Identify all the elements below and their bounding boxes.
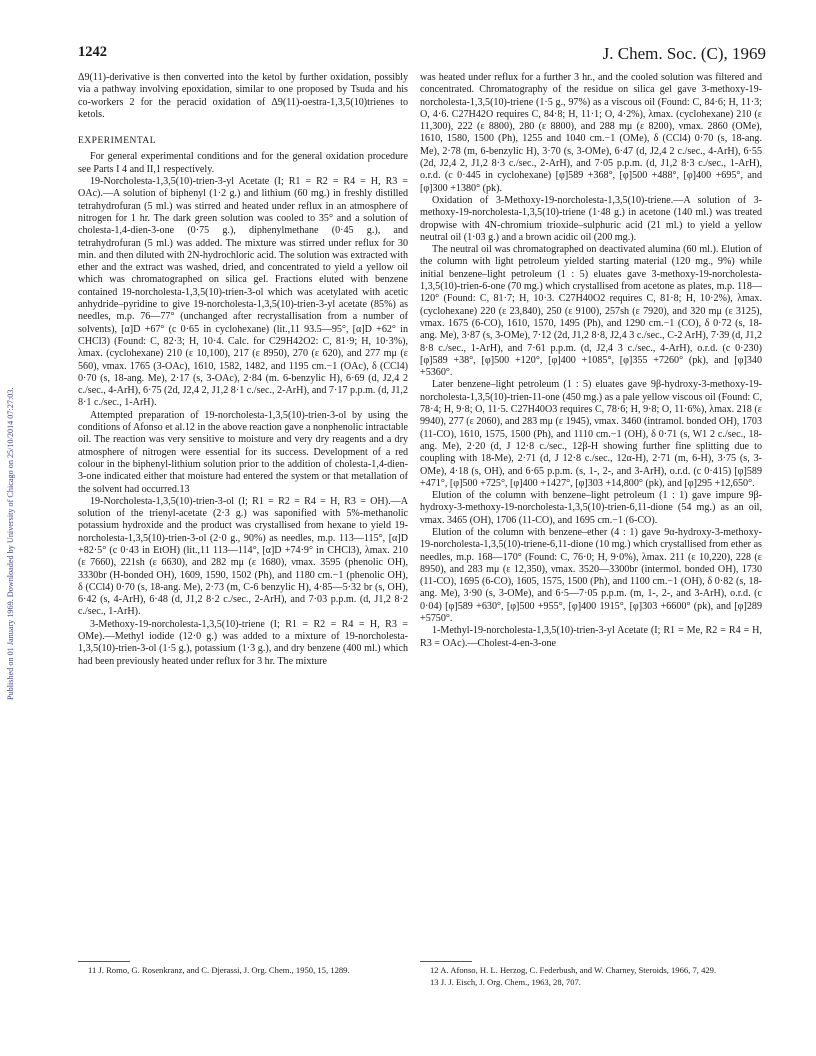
- left-column: [78, 72, 408, 668]
- intro-paragraph: Δ9(11)-derivative is then converted into the ketol by further oxidation, possibly via a pathway involving epoxidation, similar to one proposed by Tsuda and his co-workers 2 for the peracid oxidation of Δ9(11)-oestra-1,3,5(10)trienes to ketols.: [78, 72, 408, 120]
- footnote-divider: [420, 961, 472, 962]
- paragraph: For general experimental conditions and for the general oxidation procedure see Parts I 4 and II,1 respectively.: [78, 151, 408, 175]
- paragraph: 19-Norcholesta-1,3,5(10)-trien-3-ol (I; R1 = R2 = R4 = H, R3 = OH).—A solution of the trienyl-acetate (2·3 g.) was saponified with 5%-methanolic potassium hydroxide and the product was crystallised from hexane to yield 19-norcholesta-1,3,5(10)-trien-3-ol (2·0 g., 90%) as needles, m.p. 113—115°, [α]D +82·5° (c 0·43 in EtOH) (lit.,11 113—114°, [α]D +74·9° in CHCl3), λmax. 210 (ε 7660), 221sh (ε 6630), and 282 mμ (ε 1680), νmax. 3595 (phenolic OH), 3330br (H-bonded OH), 1609, 1590, 1502 (Ph), and 1180 cm.−1 (phenolic OH), δ (CCl4) 0·70 (s, 18-ang. Me), 2·73 (m, C-6 benzylic H), 4·85—5·32 br (s, OH), 6·42 (s, 4-ArH), 6·48 (d, J1,2 8·2 c./sec., 2-ArH), and 7·03 p.p.m. (d, J1,2 8·2 c./sec., 1-ArH).: [78, 495, 408, 618]
- paragraph: Later benzene–light petroleum (1 : 5) eluates gave 9β-hydroxy-3-methoxy-19-norcholesta-1,3,5(10)-trien-11-one (450 mg.) as a pale yellow viscous oil (Found: C, 78·4; H, 9·8; O, 11·5. C27H40O3 requires C, 78·6; H, 9·8; O, 11·6%), λmax. 218 (ε 9940), 277 (ε 2060), and 283 mμ (ε 1945), νmax. 3460 (intramol. bonded OH), 1703 (11-CO), 1610, 1575, 1500 (Ph), and 1110 cm.−1 (OH), δ 0·71 (s, W1 2 c./sec., 18-ang. Me), 2·20 (d, J 12·8 c./sec., 12β-H showing further fine splitting due to coupling with 18-Me), 2·71 (d, J 12·8 c./sec., 12α-H), 2·71 (m, 6-H), 3·75 (s, 3-OMe), 4·18 (s, OH), and 6·65 p.p.m. (s, 1-, 2-, and 3-ArH), o.r.d. (c 0·415) [φ]589 +471°, [φ]500 +725°, [φ]400 +1427°, [φ]303 +14,800° (pk), and [φ]295 +12,650°.: [420, 379, 762, 489]
- footnotes-right: [420, 965, 762, 988]
- page-number: 1242: [78, 44, 107, 60]
- journal-title: J. Chem. Soc. (C), 1969: [602, 44, 766, 63]
- right-column: [420, 72, 762, 650]
- footnotes-left: [78, 965, 408, 977]
- footnote-divider: [78, 961, 130, 962]
- footnote: 12 A. Afonso, H. L. Herzog, C. Federbush, and W. Charney, Steroids, 1966, 7, 429.: [430, 965, 717, 975]
- section-heading: EXPERIMENTAL: [78, 136, 157, 147]
- download-watermark: [4, 140, 22, 840]
- paragraph: Attempted preparation of 19-norcholesta-1,3,5(10)-trien-3-ol by using the conditions of Afonso et al.12 in the above reaction gave a nonphenolic intractable oil. The reaction was very sensitive to moisture and very dry reagents and a dry atmosphere of nitrogen were essential for its success. Development of a red colour in the biphenyl-lithium solution prior to the addition of cholesta-1,4-dien-3-one indicated either that moisture had entered the system or that metallation of the solvent had occurred.13: [78, 409, 408, 495]
- paragraph: Elution of the column with benzene–ether (4 : 1) gave 9α-hydroxy-3-methoxy-19-norcholesta-1,3,5(10)-triene-6,11-dione (10 mg.) which crystallised from ether as needles, m.p. 168—170° (Found: C, 76·0; H, 9·0%), λmax. 211 (ε 10,220), 228 (ε 8950), and 283 mμ (ε 12,350), νmax. 3520—3300br (intermol. bonded OH), 1730 (11-CO), 1695 (6-CO), 1605, 1575, 1500 (Ph), and 1100 cm.−1 (OH), δ 0·82 (s, 18-ang. Me), 3·90 (s, 3-OMe), and 6·5—7·05 p.p.m. (m, 1-, 2-, and 3-ArH), o.r.d. (c 0·04) [φ]589 +630°, [φ]500 +955°, [φ]400 1915°, [φ]303 +6600° (pk), and [φ]289 +5750°.: [420, 526, 762, 625]
- paragraph: Oxidation of 3-Methoxy-19-norcholesta-1,3,5(10)-triene.—A solution of 3-methoxy-19-norcholesta-1,3,5(10)-triene (1·48 g.) in acetone (140 ml.) was treated dropwise with 4N-chromium trioxide–sulphuric acid (21 ml.) to yield a yellow neutral oil (1·03 g.) and a brown acidic oil (200 mg.).: [420, 194, 762, 243]
- paragraph: 3-Methoxy-19-norcholesta-1,3,5(10)-triene (I; R1 = R2 = R4 = H, R3 = OMe).—Methyl iodide (12·0 g.) was added to a mixture of 19-norcholesta-1,3,5(10)-trien-3-ol (1·5 g.), potassium (1·3 g.), and dry benzene (400 ml.) which had been previously heated under reflux for 3 hr. The mixture: [78, 618, 408, 667]
- paragraph: The neutral oil was chromatographed on deactivated alumina (60 ml.). Elution of the column with light petroleum yielded starting material (120 mg., 9%) while initial benzene–light petroleum (1 : 5) eluates gave 3-methoxy-19-norcholesta-1,3,5(10)-trien-6-one (70 mg.) which crystallised from acetone as plates, m.p. 118—120° (Found: C, 81·7; H, 10·3. C27H40O2 requires C, 81·8; H, 10·2%), λmax. (cyclohexane) 220 (ε 23,840), 250 (ε 9100), 257sh (ε 7920), and 320 mμ (ε 3125), νmax. 1675 (6-CO), 1610, 1570, 1495 (Ph), and 1290 cm.−1 (CO), δ 0·72 (s, 18-ang. Me), 3·87 (s, 3-OMe), 7·12 (2d, J1,2 8·8, J2,4 3 c./sec., C-2 ArH), 7·39 (d, J1,2 8·8 c./sec., 1-ArH), and 7·61 p.p.m. (d, J2,4 3 c./sec., 4-ArH), o.r.d. (c 0·230) [φ]589 +38°, [φ]500 +120°, [φ]400 +1085°, [φ]355 +7260° (pk), and [φ]340 +5360°.: [420, 244, 762, 379]
- paragraph: 1-Methyl-19-norcholesta-1,3,5(10)-trien-3-yl Acetate (I; R1 = Me, R2 = R4 = H, R3 = OAc).—Cholest-4-en-3-one: [420, 625, 762, 649]
- footnote: 11 J. Romo, G. Rosenkranz, and C. Djerassi, J. Org. Chem., 1950, 15, 1289.: [88, 965, 350, 975]
- paragraph: 19-Norcholesta-1,3,5(10)-trien-3-yl Acetate (I; R1 = R2 = R4 = H, R3 = OAc).—A solution of biphenyl (1·2 g.) and lithium (60 mg.) in freshly distilled tetrahydrofuran (5 ml.) was stirred and heated under reflux in an atmosphere of nitrogen for 1 hr. The dark green solution was cooled to 35° and a solution of cholesta-1,4-dien-3-one (0·75 g.), diphenylmethane (0·45 g.), and tetrahydrofuran (5 ml.) was added. The mixture was stirred under reflux for 30 min. and then diluted with 2N-hydrochloric acid. The solution was extracted with ether and the extract was washed, dried, and concentrated to yield a yellow oil which was chromatographed on silica gel. Fractions eluted with benzene contained 19-norcholesta-1,3,5(10)-trien-3-ol which was acetylated with acetic anhydride–pyridine to give 19-norcholesta-1,3,5(10)-trien-3-yl acetate (85%) as needles, m.p. 76—77° (unchanged after recrystallisation from a number of solvents), [α]D +67° (c 0·65 in cyclohexane) (lit.,11 93.5—95°, [α]D +62° in CHCl3) (Found: C, 82·3; H, 10·4. Calc. for C29H42O2: C, 81·9; H, 10·3%), λmax. (cyclohexane) 210 (ε 10,100), 217 (ε 8950), 270 (ε 620), and 277 mμ (ε 560), νmax. 1765 (3-OAc), 1610, 1582, 1482, and 1195 cm.−1 (OAc), δ (CCl4) 0·70 (s, 18-ang. Me), 2·17 (s, 3-OAc), 2·84 (m. 6-benzylic H), 6·69 (d, J2,4 2 c./sec., 4-ArH), 6·75 (2d, J2,4 2, J1,2 8·1 c./sec., 2-ArH), and 7·17 p.p.m. (d, J1,2 8·1 c./sec., 1-ArH).: [78, 176, 408, 409]
- paragraph: was heated under reflux for a further 3 hr., and the cooled solution was filtered and concentrated. Chromatography of the residue on silica gel gave 3-methoxy-19-norcholesta-1,3,5(10)-triene (1·5 g., 97%) as a viscous oil (Found: C, 84·6; H, 11·3; O, 4·6. C27H42O requires C, 84·8; H, 11·1; O, 4·2%), λmax. (cyclohexane) 210 (ε 11,300), 222 (ε 8800), 280 (ε 8800), and 288 mμ (ε 8200), νmax. 2860 (OMe), 1610, 1580, 1500 (Ph), 1255 and 1040 cm.−1 (OMe), δ (CCl4) 0·70 (s, 18-ang. Me), 2·78 (m, 6-benzylic H), 3·70 (s, 3-OMe), 6·47 (d, J2,4 2 c./sec., 4-ArH), 6·55 (2d, J2,4 2, J1,2 8·3 c./sec., 2-ArH), and 7·05 p.p.m. (d, J1,2 8·3 c./sec., 1-ArH), o.r.d. (c 0·445 in cyclohexane) [φ]589 +368°, [φ]500 +488°, [φ]400 +695°, and [φ]300 +1380° (pk).: [420, 72, 762, 194]
- footnote: 13 J. J. Eisch, J. Org. Chem., 1963, 28, 707.: [430, 976, 581, 987]
- paragraph: Elution of the column with benzene–light petroleum (1 : 1) gave impure 9β-hydroxy-3-methoxy-19-norcholesta-1,3,5(10)-trien-6,11-dione (54 mg.) as an oil, νmax. 3465 (OH), 1706 (11-CO), and 1695 cm.−1 (6-CO).: [420, 490, 762, 526]
- download-watermark-text: Published on 01 January 1969. Downloaded by University of Chicago on 25/10/2014 07:27:03.: [6, 387, 15, 700]
